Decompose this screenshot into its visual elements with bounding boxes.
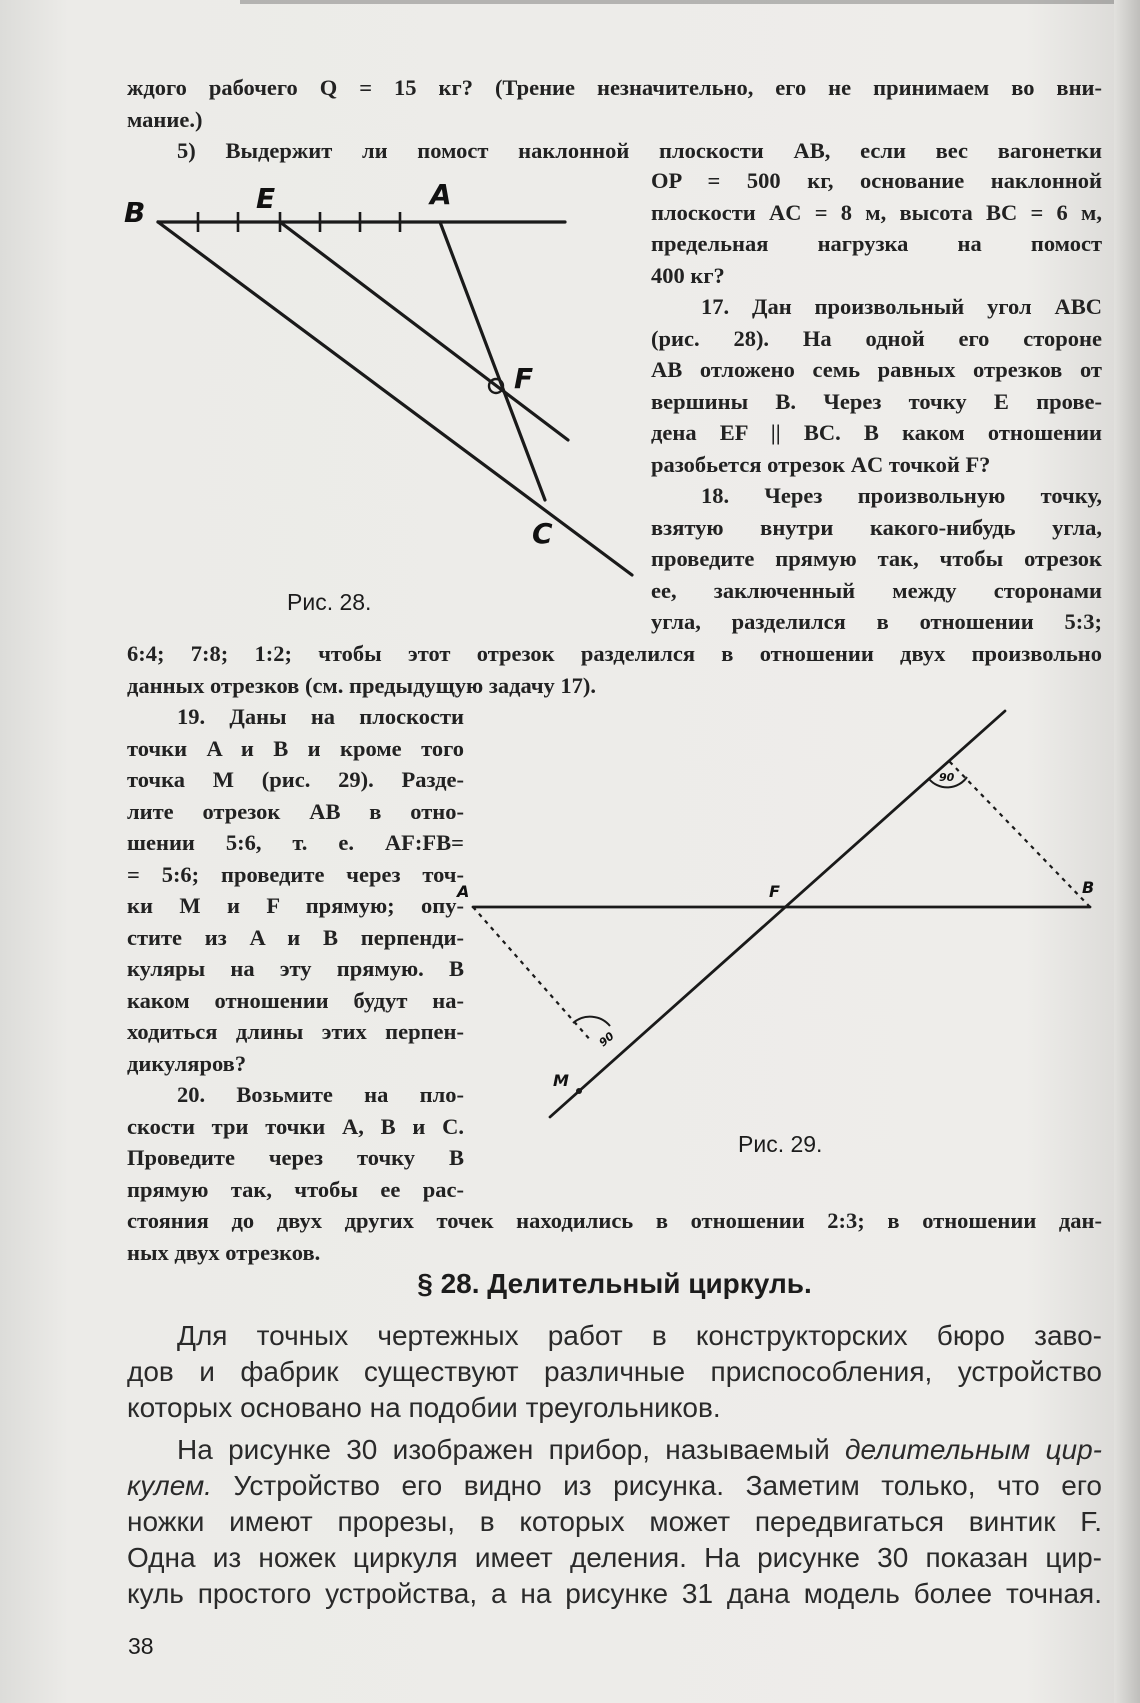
problem-19-line: дикуляров?: [127, 1050, 247, 1076]
problem-19-line: точки A и B и кроме того: [127, 735, 464, 761]
problem-5-intro: [177, 135, 1102, 167]
problem-19-line: точка M (рис. 29). Разде-: [127, 767, 464, 792]
body-line: Одна из ножек циркуля имеет деления. На рисунке 30 показан цир-: [127, 1542, 1102, 1573]
top-line-1: ждого рабочего Q = 15 кг? (Трение незначительно, его не принимаем во вни-: [127, 75, 1102, 100]
problem-5-line: предельная нагрузка на помост: [651, 231, 1102, 256]
problem-18-line: данных отрезков (см. предыдущую задачу 17).: [127, 672, 597, 698]
left-column-text: [127, 701, 464, 1205]
problem-20-line: 20. Возьмите на пло-: [177, 1082, 464, 1107]
figure-28-caption: Рис. 28.: [287, 589, 372, 615]
fig29-label-b: B: [1082, 878, 1095, 897]
body-line: [127, 1468, 1102, 1504]
problem-5-line: OP = 500 кг, основание наклонной: [651, 168, 1102, 193]
fig29-angle-90-lower: 90: [596, 1029, 617, 1050]
problem-17-line: (рис. 28). На одной его стороне: [651, 325, 1102, 351]
page-number: 38: [128, 1633, 154, 1659]
fig28-label-b: B: [124, 196, 146, 229]
problem-18-line: 18. Через произвольную точку,: [701, 483, 1102, 508]
top-edge-line: [240, 0, 1120, 4]
problem-20-line: стояния до двух других точек находились в отношении 2:3; в отношении дан-: [127, 1208, 1102, 1233]
problem-18-line: проведите прямую так, чтобы отрезок: [651, 546, 1102, 571]
problem-19-line: каком отношении будут на-: [127, 987, 464, 1013]
problem-17-line: разобьется отрезок AC точкой F?: [651, 451, 991, 477]
fig29-label-f: F: [769, 882, 780, 901]
top-line-2: мание.): [127, 106, 203, 132]
body-text: Устройство его видно из рисунка. Заметим только, что его: [211, 1470, 1102, 1501]
problem-5-line: плоскости AC = 8 м, высота BC = 6 м,: [651, 199, 1102, 225]
problem-20-line: скости три точки A, B и C.: [127, 1113, 464, 1139]
problem-19-line: = 5:6; проведите через точ-: [127, 861, 464, 887]
problem-19-line: шении 5:6, т. е. AF:FB=: [127, 830, 464, 855]
problem-19-line: ходиться длины этих перпен-: [127, 1019, 464, 1044]
fig29-label-a: A: [457, 882, 470, 901]
body-term: делительным цир-: [845, 1434, 1102, 1465]
top-text: [127, 72, 1102, 135]
problem-18-line: ее, заключенный между сторонами: [651, 577, 1102, 603]
body-line: которых основано на подобии треугольников.: [127, 1392, 721, 1423]
problem-18-line: 6:4; 7:8; 1:2; чтобы этот отрезок разделился в отношении двух произвольно: [127, 641, 1102, 666]
fig28-label-a: A: [430, 178, 452, 211]
body-line: Для точных чертежных работ в конструкторских бюро заво-: [177, 1320, 1102, 1351]
body-paragraph-1: [127, 1318, 1102, 1426]
problem-18-line: угла, разделился в отношении 5:3;: [651, 609, 1102, 634]
section-title: § 28. Делительный циркуль.: [417, 1268, 812, 1299]
body-line: [127, 1432, 1102, 1468]
problem-18-tail: [127, 638, 1102, 701]
problem-18-line: взятую внутри какого-нибудь угла,: [651, 514, 1102, 540]
problem-19-line: ки M и F прямую; опу-: [127, 893, 464, 918]
figure-28: [120, 170, 640, 610]
fig28-label-e: E: [256, 182, 276, 215]
figure-29: [455, 695, 1115, 1135]
body-line: куль простого устройства, а на рисунке 31 дана модель более точная.: [127, 1578, 1102, 1609]
problem-19-line: стите из A и B перпенди-: [127, 924, 464, 950]
page-right-edge: [1114, 0, 1140, 1703]
body-line: дов и фабрик существуют различные приспособления, устройство: [127, 1356, 1102, 1387]
problem-17-line: вершины B. Через точку E прове-: [651, 388, 1102, 414]
problem-17-line: 17. Дан произвольный угол ABC: [701, 294, 1102, 319]
body-paragraph-2: [127, 1432, 1102, 1612]
problem-19-line: лите отрезок AB в отно-: [127, 798, 464, 824]
problem-20-line: прямую так, чтобы ее рас-: [127, 1176, 464, 1202]
problem-19-line: 19. Даны на плоскости: [177, 704, 464, 729]
fig29-label-m: M: [553, 1071, 569, 1090]
fig28-label-c: C: [532, 517, 553, 550]
figure-29-caption: Рис. 29.: [738, 1131, 823, 1157]
fig28-label-f: F: [514, 362, 534, 395]
right-column-text: [651, 165, 1102, 638]
body-text: На рисунке 30 изображен прибор, называемый: [177, 1434, 846, 1465]
fig29-angle-90-upper: 90: [939, 771, 955, 784]
body-term: кулем.: [127, 1470, 212, 1501]
problem-17-line: AB отложено семь равных отрезков от: [651, 357, 1102, 382]
body-line: ножки имеют прорезы, в которых может передвигаться винтик F.: [127, 1506, 1102, 1537]
problem-5-line: 400 кг?: [651, 262, 725, 288]
problem-20-tail: [127, 1205, 1102, 1268]
problem-19-line: куляры на эту прямую. В: [127, 956, 464, 981]
problem-5-line-1: 5) Выдержит ли помост наклонной плоскости AB, если вес вагонетки: [177, 138, 1102, 163]
problem-17-line: дена EF || BC. В каком отношении: [651, 420, 1102, 445]
problem-20-line: ных двух отрезков.: [127, 1239, 321, 1265]
problem-20-line: Проведите через точку B: [127, 1145, 464, 1170]
